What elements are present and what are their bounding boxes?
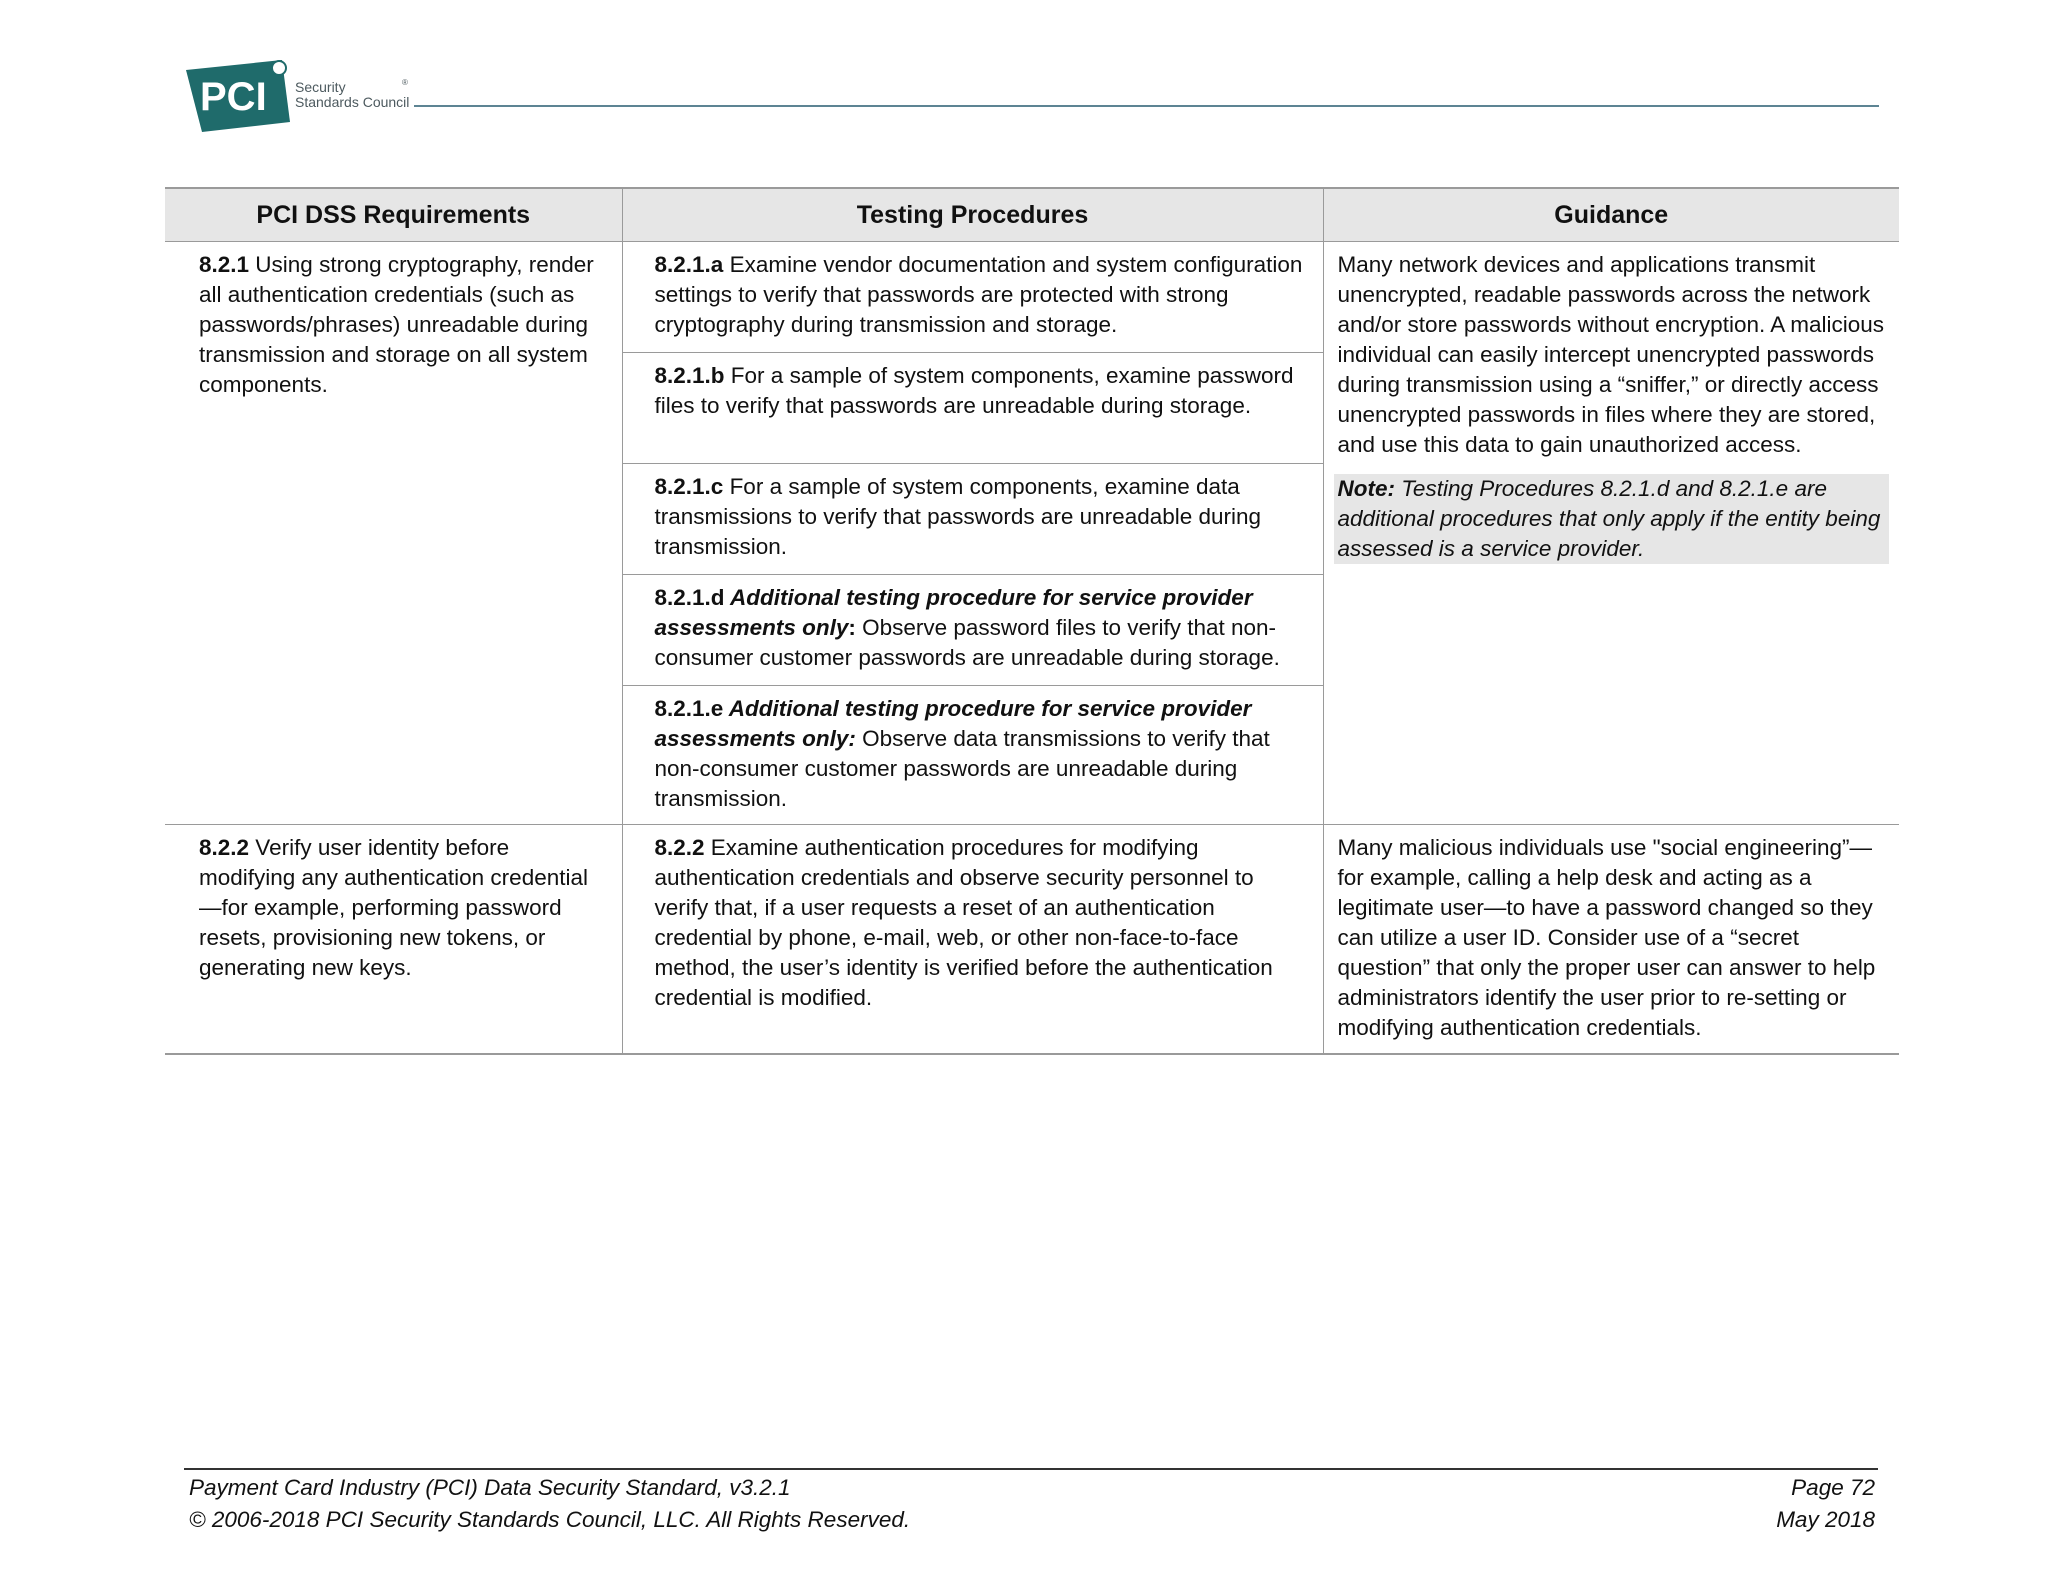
header-rule <box>414 105 1879 107</box>
procedure-number: 8.2.1.c <box>654 474 724 499</box>
footer-page-number: Page 72 <box>1791 1475 1875 1500</box>
column-header-testing-procedures: Testing Procedures <box>622 188 1323 242</box>
guidance-text: Many malicious individuals use "social engineering”—for example, calling a help desk and acting as a legitimate user—to have a password changed so they can utilize a user ID. Consider use of a “secret question” that only the proper user can answer to help administrators identify the user prior to re-setting or modifying authentication credentials. <box>1337 835 1876 1040</box>
table-row <box>165 242 1899 353</box>
guidance-text: Many network devices and applications transmit unencrypted, readable passwords across the network and/or store passwords without encryption. A malicious individual can easily intercept unencrypted passwords during transmission using a “sniffer,” or directly access unencrypted passwords in files where they are stored, and use this data to gain unauthorized access. <box>1337 252 1885 457</box>
guidance-cell-8-2-2 <box>1323 825 1899 1055</box>
procedure-cell-8-2-1-a <box>622 242 1323 353</box>
requirement-cell-8-2-2 <box>165 825 622 1055</box>
procedure-emphasis: Additional testing procedure for service provider assessments only: <box>654 696 1252 751</box>
footer-date: May 2018 <box>1776 1507 1875 1532</box>
column-header-requirements: PCI DSS Requirements <box>165 188 622 242</box>
procedure-cell-8-2-1-e <box>622 686 1323 825</box>
procedure-number: 8.2.2 <box>654 835 705 860</box>
procedure-number: 8.2.1.a <box>654 252 724 277</box>
footer-line-1 <box>189 1472 1875 1504</box>
procedure-number: 8.2.1.e <box>654 696 724 721</box>
requirement-number: 8.2.1 <box>199 252 250 277</box>
procedure-text: Examine authentication procedures for modifying authentication credentials and observe security personnel to verify that, if a user requests a reset of an authentication credential by phone, e-mail, web, or other non-face-to-face method, the user’s identity is verified before the authentication credential is modified. <box>654 835 1273 1010</box>
note-text: Testing Procedures 8.2.1.d and 8.2.1.e are additional procedures that only apply if the entity being assessed is a service provider. <box>1337 476 1881 561</box>
footer-line-2 <box>189 1504 1875 1536</box>
procedure-cell-8-2-1-d <box>622 575 1323 686</box>
requirements-table <box>165 187 1899 1055</box>
guidance-note <box>1334 474 1890 564</box>
logo-registered-mark: ® <box>402 78 408 87</box>
logo-wordmark <box>295 80 409 110</box>
pci-logo-mark: PCI <box>200 75 267 119</box>
procedure-emphasis: Additional testing procedure for service provider assessments only <box>654 585 1253 640</box>
procedure-text: Observe data transmissions to verify that non-consumer customer passwords are unreadable during transmission. <box>654 726 1270 811</box>
requirement-text: Using strong cryptography, render all authentication credentials (such as passwords/phrases) unreadable during transmission and storage on all system components. <box>199 252 594 397</box>
procedure-text: Observe password files to verify that non-consumer customer passwords are unreadable during storage. <box>654 615 1280 670</box>
footer-copyright: © 2006-2018 PCI Security Standards Council, LLC. All Rights Reserved. <box>189 1507 911 1532</box>
procedure-text: For a sample of system components, examine password files to verify that passwords are unreadable during storage. <box>654 363 1294 418</box>
procedure-cell-8-2-1-c <box>622 464 1323 575</box>
logo-line-1: Security <box>295 79 346 95</box>
procedure-separator: : <box>848 615 856 640</box>
procedure-text: Examine vendor documentation and system configuration settings to verify that passwords are protected with strong cryptography during transmission and storage. <box>654 252 1303 337</box>
guidance-cell-8-2-1 <box>1323 242 1899 825</box>
procedure-text: For a sample of system components, examine data transmissions to verify that passwords are unreadable during transmission. <box>654 474 1262 559</box>
procedure-cell-8-2-1-b <box>622 353 1323 464</box>
procedure-number: 8.2.1.b <box>654 363 725 388</box>
requirement-text: Verify user identity before modifying any authentication credential—for example, performing password resets, provisioning new tokens, or generating new keys. <box>199 835 588 980</box>
table-header-row <box>165 188 1899 242</box>
footer-rule <box>184 1468 1878 1470</box>
table-row <box>165 825 1899 1055</box>
procedure-cell-8-2-2 <box>622 825 1323 1055</box>
requirement-cell-8-2-1 <box>165 242 622 825</box>
note-label: Note: <box>1337 476 1395 501</box>
requirement-number: 8.2.2 <box>199 835 250 860</box>
procedure-number: 8.2.1.d <box>654 585 725 610</box>
footer-document-title: Payment Card Industry (PCI) Data Security Standard, v3.2.1 <box>189 1475 791 1500</box>
logo-line-2: Standards Council <box>295 94 410 110</box>
column-header-guidance: Guidance <box>1323 188 1899 242</box>
